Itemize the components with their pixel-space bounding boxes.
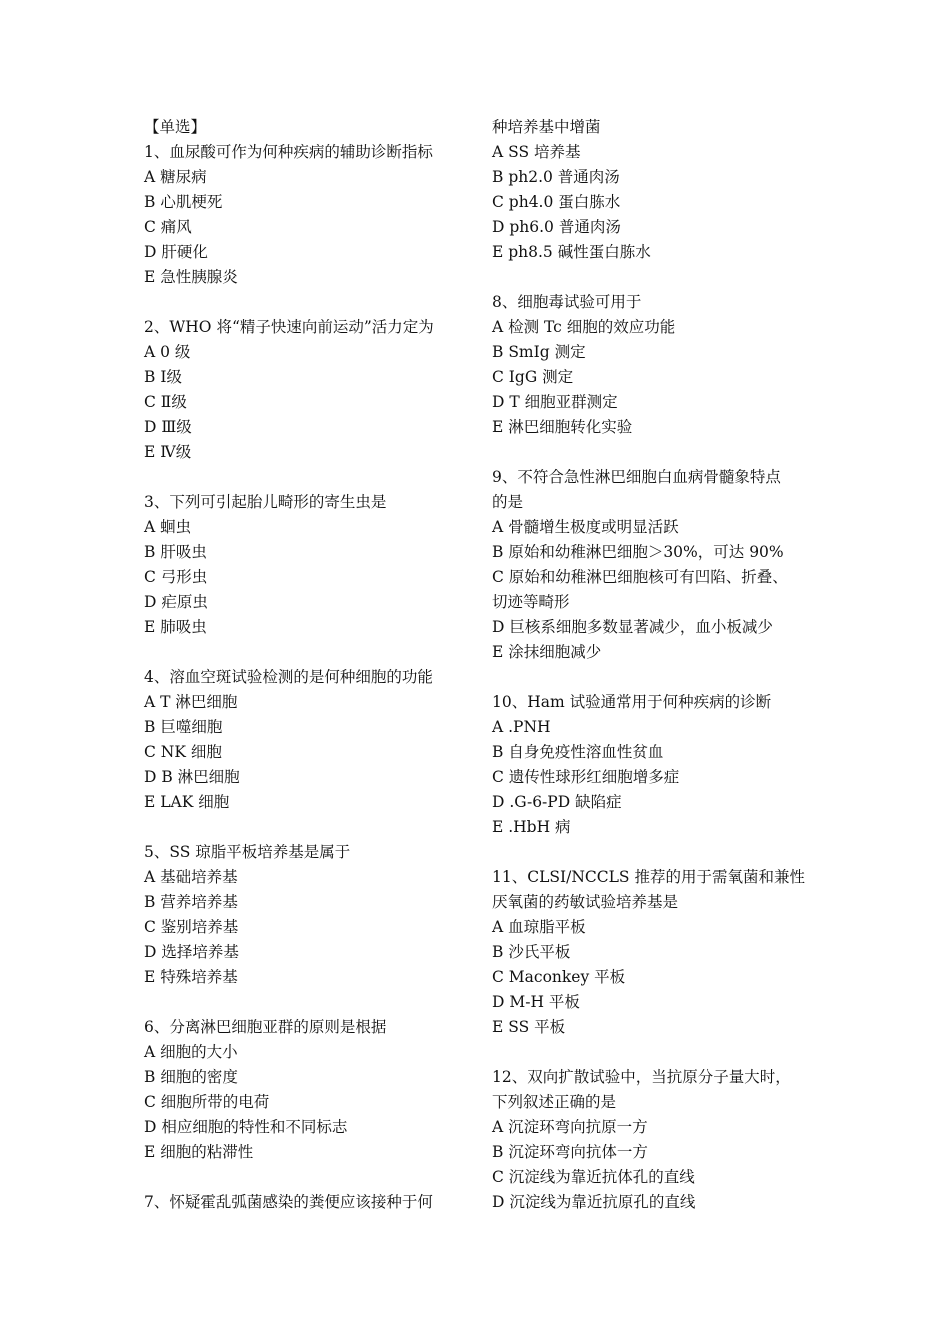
question-stem: 6、分离淋巴细胞亚群的原则是根据 (144, 1018, 387, 1036)
option-d: D B 淋巴细胞 (144, 768, 240, 786)
spacer (492, 1040, 822, 1065)
question-stem: 5、SS 琼脂平板培养基是属于 (144, 843, 351, 861)
option-b: B 营养培养基 (144, 893, 238, 911)
section-title: 【单选】 (144, 118, 207, 136)
question-2 (144, 315, 469, 465)
option-d: D .G-6-PD 缺陷症 (492, 793, 622, 811)
question-stem: 1、血尿酸可作为何种疾病的辅助诊断指标 (144, 143, 433, 161)
option-a: A 血琼脂平板 (492, 918, 586, 936)
option-a: A T 淋巴细胞 (144, 693, 238, 711)
option-c-continued: 切迹等畸形 (492, 593, 570, 611)
option-d: D ph6.0 普通肉汤 (492, 218, 621, 236)
spacer (144, 290, 469, 315)
option-b: B 沉淀环弯向抗体一方 (492, 1143, 648, 1161)
question-stem: 下列叙述正确的是 (492, 1093, 617, 1111)
option-e: E ph8.5 碱性蛋白胨水 (492, 243, 651, 261)
option-e: E LAK 细胞 (144, 793, 230, 811)
option-d: D 巨核系细胞多数显著减少，血小板减少 (492, 618, 773, 636)
option-d: D 选择培养基 (144, 943, 239, 961)
question-3 (144, 490, 469, 640)
question-10 (492, 690, 822, 840)
spacer (144, 1165, 469, 1190)
question-5 (144, 840, 469, 990)
option-c: C 原始和幼稚淋巴细胞核可有凹陷、折叠、 (492, 568, 788, 586)
spacer (144, 990, 469, 1015)
option-b: B 原始和幼稚淋巴细胞＞30%，可达 90% (492, 543, 784, 561)
question-8 (492, 290, 822, 440)
question-stem: 4、溶血空斑试验检测的是何种细胞的功能 (144, 668, 433, 686)
option-a: A 糖尿病 (144, 168, 207, 186)
option-c: C 遗传性球形红细胞增多症 (492, 768, 680, 786)
right-column (492, 115, 822, 1215)
option-a: A 骨髓增生极度或明显活跃 (492, 518, 679, 536)
question-stem: 11、CLSI/NCCLS 推荐的用于需氧菌和兼性 (492, 868, 805, 886)
option-c: C 细胞所带的电荷 (144, 1093, 270, 1111)
option-e: E 涂抹细胞减少 (492, 643, 602, 661)
option-c: C 弓形虫 (144, 568, 208, 586)
option-c: C Ⅱ级 (144, 393, 187, 411)
option-b: B 自身免疫性溶血性贫血 (492, 743, 664, 761)
question-6 (144, 1015, 469, 1165)
question-9 (492, 465, 822, 665)
spacer (492, 440, 822, 465)
option-b: B 肝吸虫 (144, 543, 207, 561)
option-e: E 细胞的粘滞性 (144, 1143, 254, 1161)
option-a: A 基础培养基 (144, 868, 238, 886)
option-c: C IgG 测定 (492, 368, 574, 386)
option-c: C 鉴别培养基 (144, 918, 239, 936)
spacer (492, 840, 822, 865)
option-d: D M-H 平板 (492, 993, 580, 1011)
option-a: A 0 级 (144, 343, 191, 361)
option-b: B 细胞的密度 (144, 1068, 238, 1086)
question-stem: 10、Ham 试验通常用于何种疾病的诊断 (492, 693, 772, 711)
option-d: D Ⅲ级 (144, 418, 192, 436)
option-d: D T 细胞亚群测定 (492, 393, 618, 411)
question-11 (492, 865, 822, 1040)
question-7-continued (492, 115, 822, 265)
question-stem: 厌氧菌的药敏试验培养基是 (492, 893, 679, 911)
question-stem: 7、怀疑霍乱弧菌感染的粪便应该接种于何 (144, 1193, 433, 1211)
option-a: A SS 培养基 (492, 143, 581, 161)
question-stem: 12、双向扩散试验中，当抗原分子量大时， (492, 1068, 791, 1086)
option-c: C Maconkey 平板 (492, 968, 626, 986)
option-a: A 沉淀环弯向抗原一方 (492, 1118, 648, 1136)
question-7 (144, 1190, 469, 1215)
option-b: B 巨噬细胞 (144, 718, 223, 736)
question-stem: 的是 (492, 493, 524, 511)
option-d: D 相应细胞的特性和不同标志 (144, 1118, 348, 1136)
option-d: D 肝硬化 (144, 243, 208, 261)
option-e: E 急性胰腺炎 (144, 268, 238, 286)
option-e: E .HbH 病 (492, 818, 571, 836)
spacer (144, 815, 469, 840)
spacer (492, 265, 822, 290)
option-b: B Ⅰ级 (144, 368, 182, 386)
option-c: C ph4.0 蛋白胨水 (492, 193, 621, 211)
spacer (492, 665, 822, 690)
left-column (144, 115, 469, 1215)
option-e: E 肺吸虫 (144, 618, 207, 636)
option-c: C 痛风 (144, 218, 192, 236)
question-stem: 3、下列可引起胎儿畸形的寄生虫是 (144, 493, 387, 511)
option-b: B 心肌梗死 (144, 193, 223, 211)
option-d: D 疟原虫 (144, 593, 208, 611)
question-stem-continued: 种培养基中增菌 (492, 118, 601, 136)
question-stem: 9、不符合急性淋巴细胞白血病骨髓象特点 (492, 468, 781, 486)
spacer (144, 640, 469, 665)
option-b: B 沙氏平板 (492, 943, 571, 961)
option-e: E Ⅳ级 (144, 443, 192, 461)
option-b: B SmIg 测定 (492, 343, 586, 361)
option-b: B ph2.0 普通肉汤 (492, 168, 620, 186)
option-e: E SS 平板 (492, 1018, 566, 1036)
question-4 (144, 665, 469, 815)
option-a: A 蛔虫 (144, 518, 192, 536)
question-stem: 2、WHO 将“精子快速向前运动”活力定为 (144, 318, 434, 336)
question-12 (492, 1065, 822, 1215)
option-c: C NK 细胞 (144, 743, 222, 761)
option-d: D 沉淀线为靠近抗原孔的直线 (492, 1193, 696, 1211)
option-a: A 细胞的大小 (144, 1043, 238, 1061)
spacer (144, 465, 469, 490)
option-e: E 特殊培养基 (144, 968, 238, 986)
option-a: A .PNH (492, 718, 551, 736)
option-e: E 淋巴细胞转化实验 (492, 418, 633, 436)
question-stem: 8、细胞毒试验可用于 (492, 293, 642, 311)
question-1 (144, 140, 469, 290)
option-c: C 沉淀线为靠近抗体孔的直线 (492, 1168, 695, 1186)
option-a: A 检测 Tc 细胞的效应功能 (492, 318, 676, 336)
